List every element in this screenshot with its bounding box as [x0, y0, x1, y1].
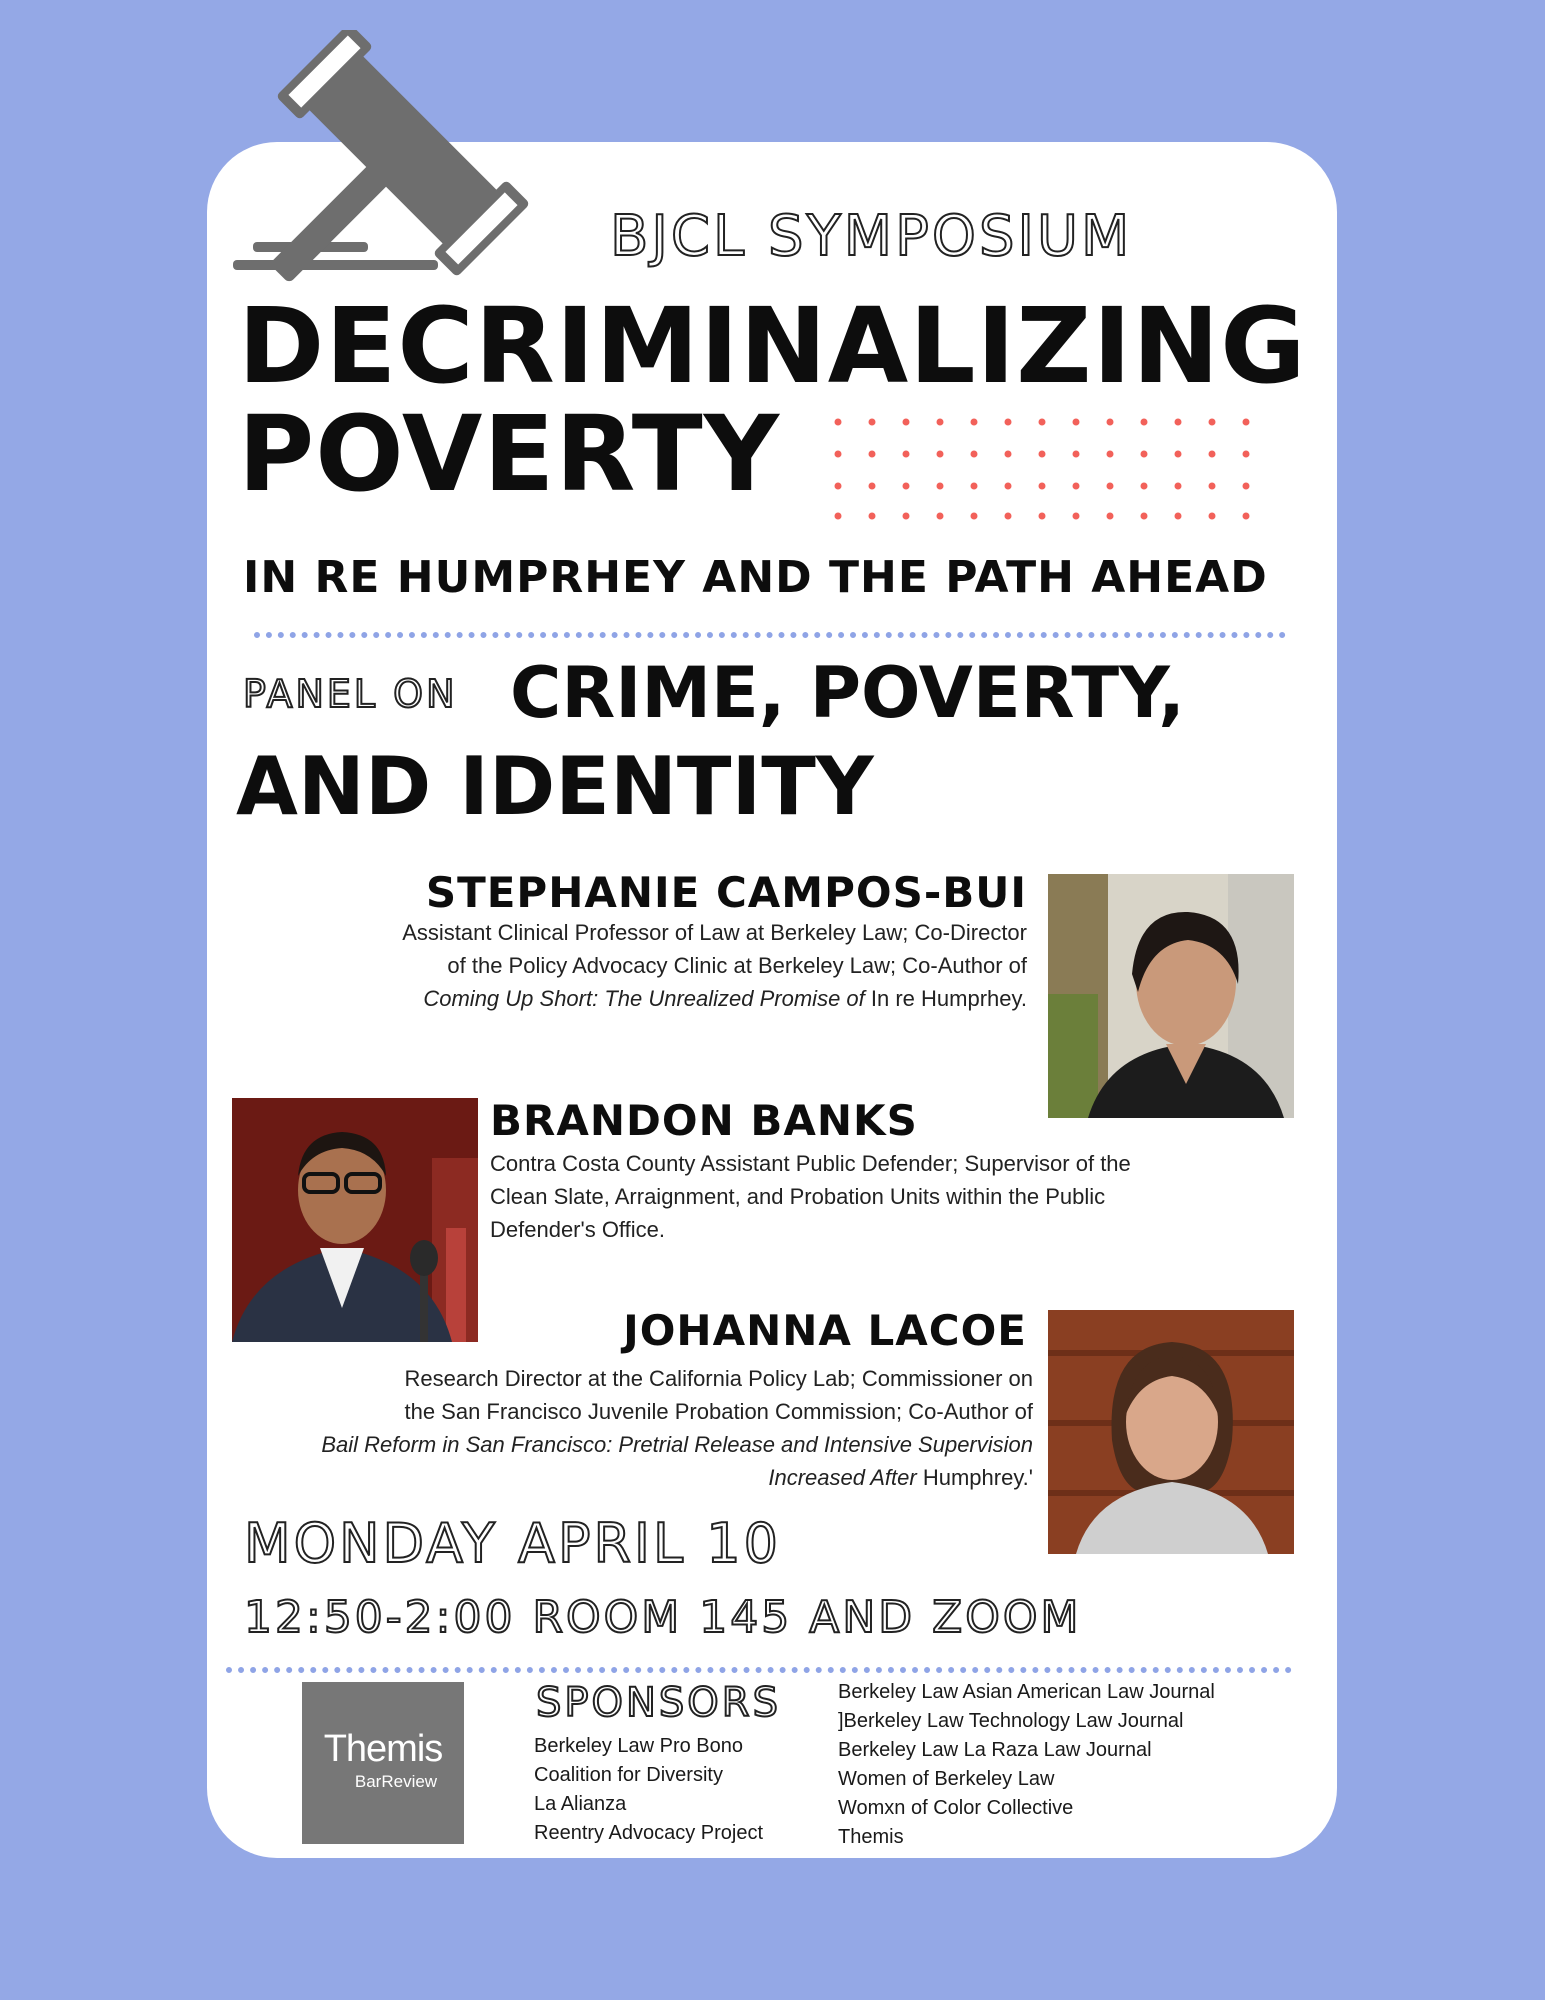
logo-subtext: BarReview: [354, 1772, 438, 1791]
bio-line: Contra Costa County Assistant Public Defender; Supervisor of the: [490, 1151, 1131, 1176]
sponsor-item: La Alianza: [534, 1793, 627, 1815]
bio-line: Research Director at the California Policy Lab; Commissioner on: [404, 1366, 1033, 1391]
sponsor-item: Berkeley Law Asian American Law Journal: [838, 1681, 1215, 1703]
sponsor-item: Womxn of Color Collective: [838, 1797, 1074, 1819]
sponsor-item: Coalition for Diversity: [534, 1764, 723, 1786]
bio-text: Humphrey.': [916, 1465, 1033, 1490]
event-date: MONDAY APRIL 10: [244, 1512, 781, 1575]
sponsor-item: Berkeley Law La Raza Law Journal: [838, 1739, 1152, 1761]
sponsor-item: Women of Berkeley Law: [838, 1768, 1055, 1790]
sponsor-item: Berkeley Law Pro Bono: [534, 1735, 744, 1757]
speaker-name-lacoe: JOHANNA LACOE: [623, 1306, 1027, 1355]
title-line-1: DECRIMINALIZING: [238, 285, 1307, 407]
themis-logo: [302, 1682, 464, 1844]
photo-brandon-banks: [232, 1098, 478, 1342]
bio-line: Clean Slate, Arraignment, and Probation Units within the Public: [490, 1184, 1106, 1209]
event-time-place: 12:50-2:00 ROOM 145 AND ZOOM: [244, 1592, 1082, 1643]
bio-line: Assistant Clinical Professor of Law at Berkeley Law; Co-Director: [402, 920, 1027, 945]
speaker-bio-banks: [490, 1147, 1310, 1246]
bio-line: the San Francisco Juvenile Probation Commission; Co-Author of: [404, 1399, 1033, 1424]
sponsor-item: Themis: [838, 1826, 904, 1848]
panel-title-line-1: CRIME, POVERTY,: [510, 652, 1185, 734]
photo-johanna-lacoe: [1048, 1310, 1294, 1554]
decorative-dot-grid: [832, 416, 1268, 524]
divider-bottom: [226, 1667, 1292, 1673]
bio-line: of the Policy Advocacy Clinic at Berkeley Law; Co-Author of: [447, 953, 1027, 978]
sponsor-item: Reentry Advocacy Project: [534, 1822, 763, 1844]
bio-italic: Coming Up Short: The Unrealized Promise of: [423, 986, 865, 1011]
panel-label: PANEL ON: [243, 672, 458, 716]
speaker-bio-campos-bui: [227, 916, 1027, 1015]
symposium-kicker: BJCL SYMPOSIUM: [610, 204, 1133, 269]
title-line-2: POVERTY: [238, 393, 781, 515]
bio-line: [227, 982, 1027, 1015]
sponsors-heading: SPONSORS: [536, 1680, 781, 1726]
subtitle: IN RE HUMPRHEY AND THE PATH AHEAD: [243, 552, 1268, 603]
sponsor-item: ]Berkeley Law Technology Law Journal: [838, 1710, 1184, 1732]
speaker-name-banks: BRANDON BANKS: [490, 1096, 918, 1145]
sponsors-list-1: [534, 1732, 763, 1848]
gavel-icon: [228, 30, 588, 290]
logo-wordmark: Themis: [323, 1728, 443, 1770]
speaker-name-campos-bui: STEPHANIE CAMPOS-BUI: [425, 868, 1027, 917]
divider-top: [254, 632, 1286, 638]
photo-stephanie-campos-bui: [1048, 874, 1294, 1118]
bio-line: [193, 1461, 1033, 1494]
bio-line: Defender's Office.: [490, 1217, 665, 1242]
speaker-bio-lacoe: [193, 1362, 1033, 1494]
sponsors-list-2: [838, 1678, 1215, 1852]
bio-text: In re Humprhey.: [864, 986, 1027, 1011]
panel-title-line-2: AND IDENTITY: [236, 740, 874, 833]
bio-italic: Increased After: [768, 1465, 917, 1490]
bio-line: Bail Reform in San Francisco: Pretrial Release and Intensive Supervision: [321, 1432, 1033, 1457]
